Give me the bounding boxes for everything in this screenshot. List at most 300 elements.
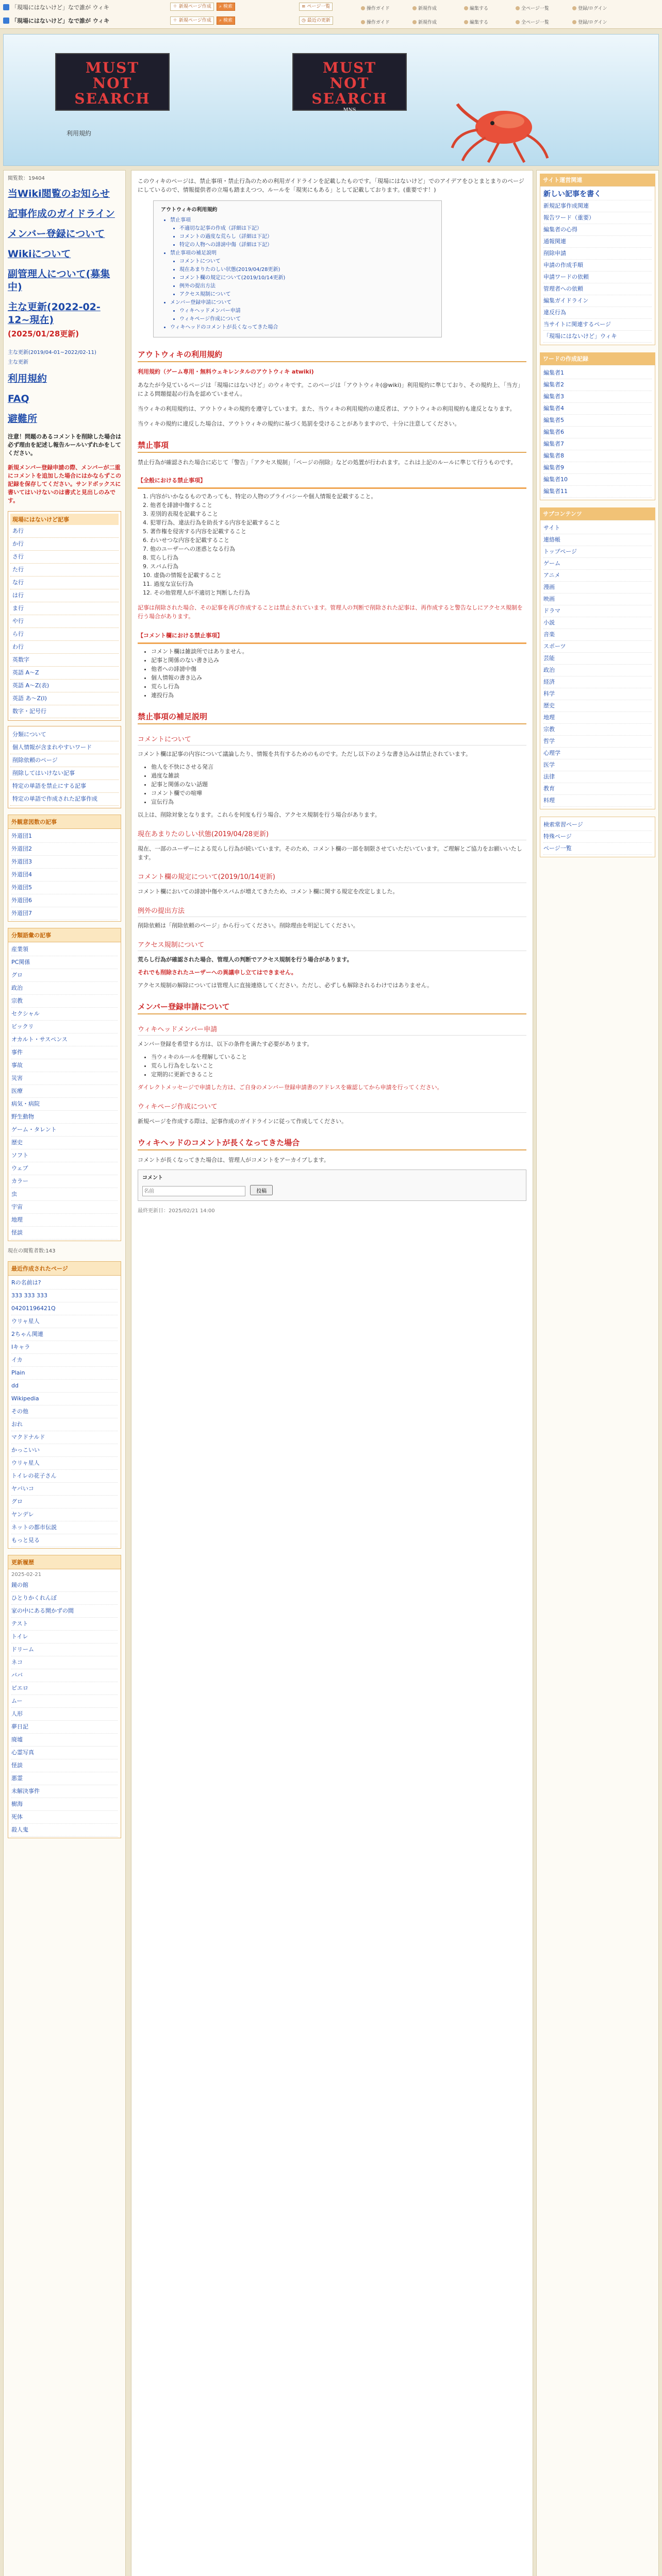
site-logo-left[interactable]: MUST NOT SEARCH xyxy=(55,53,170,111)
alpha-item[interactable]: ま行 xyxy=(10,602,119,615)
prohibited-item: 5. 著作権を侵害する内容を記載すること xyxy=(143,528,246,535)
right-link[interactable]: 編集者6 xyxy=(543,427,652,438)
updated-head: 更新履歴 xyxy=(8,1555,121,1569)
comments-rule: • 記事と関係のない話題 xyxy=(151,780,526,789)
recent-item[interactable]: グロ xyxy=(11,1496,118,1509)
right-link[interactable]: 芸能 xyxy=(543,653,652,665)
alpha-item[interactable]: 英語 A～Z(表) xyxy=(10,680,119,692)
alpha-item[interactable]: 英語 A～Z xyxy=(10,667,119,680)
cat-item[interactable]: ビックリ xyxy=(11,1021,118,1033)
intro-text: このウィキのページは、禁止事項・禁止行為のための利用ガイドラインを記載したものです。「現場にはないけど」でのアイデアをひとまとまりのページにしているので、情報提供者の立場も踏まえつつ、ルールを「現実にもある」として記載しております。(重要です！) xyxy=(138,178,524,193)
recent-item[interactable]: トイレの花子さん xyxy=(11,1470,118,1483)
prohibited-item: 10. 虚偽の情報を記載すること xyxy=(143,572,222,579)
right-link[interactable]: 編集者の心得 xyxy=(543,224,652,236)
comments-rule: • コメント欄での喧嘩 xyxy=(151,789,526,798)
nav-updates-small[interactable]: 主な更新 xyxy=(8,360,28,365)
ext-item[interactable]: 外道団3 xyxy=(11,856,118,869)
crab-illustration xyxy=(447,101,550,163)
access-red: それでも削除されたユーザーへの異議申し立てはできません。 xyxy=(138,969,297,976)
terms-para-2: 当ウィキの利用規約は、アウトウィキの規約を遵守しています。また、当ウィキの利用規約の違反者は、アウトウィキの利用規約も違反となります。 xyxy=(138,405,516,412)
comments-para: コメント欄は記事の内容について議論したり、情報を共有するためのものです。ただし以下のような書き込みは禁止されています。 xyxy=(138,751,472,757)
main-content xyxy=(131,170,533,2576)
cat-item[interactable]: 歴史 xyxy=(11,1137,118,1149)
tag-item[interactable]: 分類について xyxy=(10,728,119,741)
comment-form xyxy=(138,1170,526,1201)
toc-item[interactable]: • コメントの過度な荒らし（詳細は下記） xyxy=(179,233,434,241)
right-link[interactable]: 編集者4 xyxy=(543,403,652,415)
right-link[interactable]: 地理 xyxy=(543,712,652,724)
right-link[interactable]: アニメ xyxy=(543,570,652,582)
cat-item[interactable]: 病気・病院 xyxy=(11,1098,118,1111)
edit-icon xyxy=(464,20,468,24)
right-link[interactable]: 編集者10 xyxy=(543,474,652,486)
toc-item[interactable]: • ウィキヘッドメンバー申請 xyxy=(179,307,434,315)
comments-list xyxy=(138,762,526,806)
cat-item[interactable]: ウェブ xyxy=(11,1162,118,1175)
right-link[interactable]: 教育 xyxy=(543,783,652,795)
cat-item[interactable]: セクシャル xyxy=(11,1008,118,1021)
updated-item[interactable]: トイレ xyxy=(11,1631,118,1643)
prohibited-item: 7. 他のユーザーへの迷惑となる行為 xyxy=(143,546,235,552)
recent-item[interactable]: かっこいい xyxy=(11,1444,118,1457)
right-link[interactable]: 新規記事作成関連 xyxy=(543,200,652,212)
pages-icon xyxy=(516,6,520,10)
updated-item[interactable]: 人形 xyxy=(11,1708,118,1721)
cat-item[interactable]: 災害 xyxy=(11,1072,118,1085)
left-sidebar xyxy=(3,170,126,2576)
alpha-item[interactable]: か行 xyxy=(10,538,119,551)
guide-icon xyxy=(361,20,365,24)
right-link[interactable]: 削除申請 xyxy=(543,248,652,260)
right-link[interactable]: 医学 xyxy=(543,759,652,771)
right-link[interactable]: 新しい記事を書く xyxy=(543,189,652,200)
deletion-warning: 記事は削除された場合、その記事を再び作成することは禁止されています。管理人の判断で削除された記事は、再作成すると警告なしにアクセス規制を行う場合があります。 xyxy=(138,604,523,620)
nav-guideline[interactable]: 記事作成のガイドライン xyxy=(8,208,115,219)
alpha-item[interactable]: た行 xyxy=(10,564,119,577)
major-updates-date: (2025/01/28更新) xyxy=(8,329,79,338)
alpha-item[interactable]: は行 xyxy=(10,589,119,602)
cat-head: 分類語彙の記事 xyxy=(8,928,121,942)
nav-member[interactable]: メンバー登録について xyxy=(8,228,105,240)
exception-para: 削除依頼は「削除依頼のページ」から行ってください。削除理由を明記してください。 xyxy=(138,922,359,929)
recent-item[interactable]: Iキャラ xyxy=(11,1341,118,1354)
toplink-edit[interactable]: 編集する xyxy=(464,5,488,11)
right-link[interactable]: スポーツ xyxy=(543,641,652,653)
new-icon xyxy=(412,20,417,24)
site-title-link[interactable]: 「現場にはないけど」なで誰が ウィキ xyxy=(3,3,109,11)
prohibited-item: 11. 過度な宣伝行為 xyxy=(143,581,193,587)
toc-item[interactable]: • ウィキページ作成について xyxy=(179,315,434,324)
recent-box xyxy=(8,1276,121,1549)
prohibited-item: 12. その他管理人が不適切と判断した行為 xyxy=(143,589,250,596)
right-link[interactable]: トップページ xyxy=(543,546,652,558)
updated-item[interactable]: 家の中にある開かずの間 xyxy=(11,1605,118,1618)
ext-box xyxy=(8,829,121,922)
toplink-all-pages-2[interactable]: 全ページ一覧 xyxy=(516,19,549,25)
cat-item[interactable]: 事故 xyxy=(11,1059,118,1072)
general-prohibited-head: 【全般における禁止事項】 xyxy=(138,477,206,484)
right-link[interactable]: 「現場にはないけど」ウィキ xyxy=(543,331,652,343)
tag-item[interactable]: 特定の単語を禁止にする記事 xyxy=(10,780,119,793)
comment-submit-button[interactable]: 投稿 xyxy=(250,1185,273,1195)
updated-item[interactable]: ひとりかくれんぼ xyxy=(11,1592,118,1605)
alpha-index-head: 現場にはないけど記事 xyxy=(10,514,119,525)
recent-button[interactable]: ◷ 最近の更新 xyxy=(299,16,333,25)
section-prohibited-title: 禁止事項 xyxy=(138,439,526,453)
comment-rule: • 他者への誹謗中傷 xyxy=(151,665,526,673)
ext-item[interactable]: 外道団7 xyxy=(11,907,118,920)
updated-date: 2025-02-21 xyxy=(11,1572,42,1578)
right-link[interactable]: 歴史 xyxy=(543,700,652,712)
new-page-button[interactable]: ＋ 新規ページ作成 xyxy=(170,3,214,11)
right-link[interactable]: ゲーム xyxy=(543,558,652,570)
right-link[interactable]: 心理学 xyxy=(543,748,652,759)
cat-item[interactable]: 虫 xyxy=(11,1188,118,1201)
right-link[interactable]: 通報関連 xyxy=(543,236,652,248)
exception-subtitle: 例外の提出方法 xyxy=(138,905,526,917)
ext-head: 外観意図数の記事 xyxy=(8,815,121,829)
toplink-new[interactable]: 新規作成 xyxy=(412,5,437,11)
last-updated: 最終更新日：2025/02/21 14:00 xyxy=(138,1208,215,1214)
alpha-item[interactable]: 英数字 xyxy=(10,654,119,667)
right-link[interactable]: 編集ガイドライン xyxy=(543,295,652,307)
member-rule: • 定期的に更新できること xyxy=(151,1070,526,1079)
alpha-item[interactable]: 数字・記号行 xyxy=(10,705,119,718)
nav-old-updates[interactable]: 主な更新(2019/04-01~2022/02-11) xyxy=(8,350,96,355)
plus-icon: ＋ xyxy=(173,18,178,23)
tag-item[interactable]: 削除してはいけない記事 xyxy=(10,767,119,780)
site-header xyxy=(3,34,659,166)
right-link[interactable]: 音楽 xyxy=(543,629,652,641)
access-bold: 荒らし行為が確認された場合、管理人の判断でアクセス規制を行う場合があります。 xyxy=(138,956,353,963)
updated-item[interactable]: 死体 xyxy=(11,1811,118,1824)
edit-icon xyxy=(464,6,468,10)
toc-item[interactable]: • 現在あまりたのしい状態(2019/04/28更新) xyxy=(179,266,434,274)
alpha-item[interactable]: 英語 あ～Z(I) xyxy=(10,692,119,705)
tag-item[interactable]: 削除依頼のページ xyxy=(10,754,119,767)
search-button-2[interactable]: ⌕ 検索 xyxy=(217,16,235,25)
right-link[interactable]: 編集者3 xyxy=(543,391,652,403)
access-subtitle: アクセス規制について xyxy=(138,939,526,951)
right-link[interactable]: 編集者2 xyxy=(543,379,652,391)
page-list-button[interactable]: ≡ ページ一覧 xyxy=(299,3,333,11)
guide-icon xyxy=(361,6,365,10)
table-of-contents xyxy=(153,200,442,337)
comments-rule: • 他人を不快にさせる発言 xyxy=(151,762,526,771)
site-logo-right[interactable]: MUST NOT SEARCH MNS xyxy=(292,53,407,111)
toc-item[interactable]: • ウィキヘッドのコメントが長くなってきた場合 xyxy=(170,324,434,332)
updated-item[interactable]: ムー xyxy=(11,1695,118,1708)
right-link[interactable]: 法律 xyxy=(543,771,652,783)
nav-major-updates[interactable]: 主な更新(2022-02-12~現在) xyxy=(8,301,101,326)
divider xyxy=(138,487,526,489)
comment-rule: • 個人情報の書き込み xyxy=(151,673,526,682)
site-label: 利用規約 xyxy=(67,130,92,137)
right-link[interactable]: 哲学 xyxy=(543,736,652,748)
right-link[interactable]: 科学 xyxy=(543,688,652,700)
section-member-title: メンバー登録申請について xyxy=(138,1001,526,1014)
right-link[interactable]: 報告ワード（重要） xyxy=(543,212,652,224)
section-long-comments-title: ウィキヘッドのコメントが長くなってきた場合 xyxy=(138,1137,526,1150)
alpha-item[interactable]: ら行 xyxy=(10,628,119,641)
toplink-login-2[interactable]: 登録/ログイン xyxy=(572,19,607,25)
recent-item[interactable]: Rの名前は? xyxy=(11,1277,118,1290)
terms-subtitle: 利用規約（ゲーム専用・無料ウェキレンタルのアウトウィキ atwiki) xyxy=(138,368,314,375)
terms-para-3: 当ウィキの規約に違反した場合は、アウトウィキの規約に基づく処罰を受けることがありますので、十分に注意してください。 xyxy=(138,420,460,427)
pages-icon xyxy=(516,20,520,24)
comment-prohibited-list xyxy=(138,647,526,700)
right-link[interactable]: 映画 xyxy=(543,594,652,605)
right-link[interactable]: 申請ワードの依頼 xyxy=(543,272,652,283)
terms-para-1: あなたが今見ているページは「現場にはないけど」のウィキです。このページは「アウトウィキ(@wiki)」利用規約に準じており、その規約上、「当方」による問題提起の行為を認めていません。 xyxy=(138,382,523,397)
list-icon: ≡ xyxy=(302,4,306,9)
comment-rules-subtitle: コメント欄の規定について(2019/10/14更新) xyxy=(138,871,526,883)
right-link[interactable]: 違反行為 xyxy=(543,307,652,319)
section-terms-title: アウトウィキの利用規約 xyxy=(138,349,526,362)
page-creation-subtitle: ウィキページ作成について xyxy=(138,1101,526,1113)
status-subtitle: 現在あまりたのしい状態(2019/04/28更新) xyxy=(138,828,526,840)
view-count: 閲覧数：19404 xyxy=(8,176,45,181)
site-title-link-2[interactable]: 「現場にはないけど」なで誰が ウィキ xyxy=(3,16,109,25)
recent-head: 最近作成されたページ xyxy=(8,1261,121,1276)
right-link[interactable]: 小説 xyxy=(543,617,652,629)
toplink-login[interactable]: 登録/ログイン xyxy=(572,5,607,11)
updated-item[interactable]: 殺人鬼 xyxy=(11,1824,118,1837)
ext-item[interactable]: 外道団1 xyxy=(11,830,118,843)
toplink-guide-2[interactable]: 操作ガイド xyxy=(361,19,390,25)
toc-item[interactable]: • コメントについて xyxy=(179,258,434,266)
right-link[interactable]: ドラマ xyxy=(543,605,652,617)
page-creation-para: 新規ページを作成する際は、記事作成のガイドラインに従って作成してください。 xyxy=(138,1118,347,1125)
right-link[interactable]: 当サイトに関連するページ xyxy=(543,319,652,331)
views-today: 現在の閲覧者数:143 xyxy=(8,1248,56,1254)
right-box2-head: ワードの作成記録 xyxy=(540,352,655,365)
right-link[interactable]: 料理 xyxy=(543,795,652,807)
toc-item[interactable]: • メンバー登録申請について • ウィキヘッドメンバー申請 • ウィキページ作成について xyxy=(170,299,434,324)
prohibited-item: 3. 差別的表現を記載すること xyxy=(143,511,218,517)
ext-item[interactable]: 外道団2 xyxy=(11,843,118,856)
updated-item[interactable]: ネコ xyxy=(11,1656,118,1669)
member-rule: • 荒らし行為をしないこと xyxy=(151,1061,526,1070)
nav-terms[interactable]: 利用規約 xyxy=(8,373,47,384)
tag-item[interactable]: 特定の単語で作成された記事作成 xyxy=(10,793,119,806)
toc-item[interactable]: • アクセス規制について xyxy=(179,291,434,299)
right-link[interactable]: 編集者11 xyxy=(543,486,652,498)
updated-item[interactable]: テスト xyxy=(11,1618,118,1631)
toc-item[interactable]: • 特定の人物への誹謗中傷（詳細は下記） xyxy=(179,241,434,249)
cat-item[interactable]: 宇宙 xyxy=(11,1201,118,1214)
right-link[interactable]: 政治 xyxy=(543,665,652,676)
nav-notice[interactable]: 当Wiki閲覧のお知らせ xyxy=(8,188,110,199)
updated-item[interactable]: 廃墟 xyxy=(11,1734,118,1747)
toc-head: アウトウィキの利用規約 xyxy=(161,207,218,213)
section-supplement-title: 禁止事項の補足説明 xyxy=(138,711,526,724)
divider xyxy=(138,642,526,644)
cat-item[interactable]: 怪談 xyxy=(11,1227,118,1240)
right-link[interactable]: サイト xyxy=(543,522,652,534)
updated-item[interactable]: ババ xyxy=(11,1669,118,1682)
new-page-button-2[interactable]: ＋ 新規ページ作成 xyxy=(170,16,214,25)
right-link[interactable]: 編集者8 xyxy=(543,450,652,462)
prohibited-para: 禁止行為が確認された場合に応じて「警告」「アクセス規制」「ページの削除」などの処置が行われます。これは上記のルールに準じて行うものです。 xyxy=(138,459,517,466)
recent-item[interactable]: ウリャ星人 xyxy=(11,1315,118,1328)
comment-rule: • 記事と関係のない書き込み xyxy=(151,656,526,665)
toc-item[interactable]: • 例外の提出方法 xyxy=(179,282,434,291)
status-para: 現在、一部のユーザーによる荒らし行為が続いています。そのため、コメント欄の一部を制限させていただいています。ご理解とご協力をお願いいたします。 xyxy=(138,845,522,861)
recent-item[interactable]: dd xyxy=(11,1380,118,1393)
comments-subtitle: コメントについて xyxy=(138,734,526,745)
alpha-index-box xyxy=(8,511,121,721)
right-box3-head: サブコンテンツ xyxy=(540,507,655,520)
recent-item[interactable]: ヤバいコ xyxy=(11,1483,118,1496)
recent-item[interactable]: ヤンデレ xyxy=(11,1509,118,1521)
nav-about-wiki[interactable]: Wikiについて xyxy=(8,248,71,260)
member-para: メンバー登録を希望する方は、以下の条件を満たす必要があります。 xyxy=(138,1041,313,1047)
recent-item[interactable]: イカ xyxy=(11,1354,118,1367)
cat-item[interactable]: 野生動物 xyxy=(11,1111,118,1124)
updated-item[interactable]: ピエロ xyxy=(11,1682,118,1695)
top-toolbar xyxy=(0,0,662,29)
alpha-item[interactable]: あ行 xyxy=(10,525,119,538)
cat-item[interactable]: グロ xyxy=(11,969,118,982)
search-button[interactable]: ⌕ 検索 xyxy=(217,3,235,11)
updated-item[interactable]: 未解決事件 xyxy=(11,1785,118,1798)
toc-item[interactable]: • 不適切な記事の作成（詳細は下記） xyxy=(179,225,434,233)
comments-para-2: 以上は、削除対象となります。これらを何度も行う場合、アクセス規制を行う場合があります。 xyxy=(138,811,380,818)
cat-item[interactable]: 産業領 xyxy=(11,943,118,956)
updated-item[interactable]: 悪霊 xyxy=(11,1772,118,1785)
comment-name-input[interactable] xyxy=(142,1186,245,1196)
right-box3 xyxy=(540,520,655,809)
cat-item[interactable]: 医療 xyxy=(11,1085,118,1098)
comment-form-title: コメント xyxy=(142,1175,163,1181)
recent-item[interactable]: ネットの都市伝説 xyxy=(11,1521,118,1534)
search-icon: ⌕ xyxy=(219,18,222,23)
cat-item[interactable]: ゲーム・タレント xyxy=(11,1124,118,1137)
ext-item[interactable]: 外道団6 xyxy=(11,894,118,907)
recent-item[interactable]: 333 333 333 xyxy=(11,1290,118,1302)
recent-item[interactable]: マクドナルド xyxy=(11,1431,118,1444)
toc-item[interactable]: • 禁止事項 • 不適切な記事の作成（詳細は下記） • コメントの過度な荒らし（詳細は下記） • 特定の人物への誹謗中傷（詳細は下記） xyxy=(170,216,434,249)
prohibited-item: 8. 荒らし行為 xyxy=(143,554,178,561)
tag-item[interactable]: 個人情報が含まれやすいワード xyxy=(10,741,119,754)
alpha-item[interactable]: な行 xyxy=(10,577,119,589)
right-link[interactable]: ページ一覧 xyxy=(543,843,652,855)
general-prohibited-list xyxy=(138,492,526,597)
alpha-item[interactable]: さ行 xyxy=(10,551,119,564)
updated-box xyxy=(8,1569,121,1838)
cat-item[interactable]: 宗教 xyxy=(11,995,118,1008)
toc-item[interactable]: • コメント欄の規定について(2019/10/14更新) xyxy=(179,274,434,282)
prohibited-item: 4. 犯罪行為、違法行為を助長する内容を記載すること xyxy=(143,519,280,526)
recent-item[interactable]: その他 xyxy=(11,1405,118,1418)
recent-item[interactable]: ウリャ星人 xyxy=(11,1457,118,1470)
updated-item[interactable]: 怪談 xyxy=(11,1759,118,1772)
right-link[interactable]: 編集者5 xyxy=(543,415,652,427)
wiki-icon xyxy=(3,18,9,24)
nav-faq[interactable]: FAQ xyxy=(8,393,29,404)
recent-item[interactable]: Wikipedia xyxy=(11,1393,118,1405)
right-link[interactable]: 編集者7 xyxy=(543,438,652,450)
user-icon xyxy=(572,20,576,24)
notice-member: 新規メンバー登録申請の際、メンバーが二重にコメントを追加した場合にはかならずこの記録を保存してください。サンドボックスに書いてはいけないのは書式と見出しのみです。 xyxy=(8,464,121,504)
updated-item[interactable]: 心霊写真 xyxy=(11,1747,118,1759)
recent-item[interactable]: Plain xyxy=(11,1367,118,1380)
right-link[interactable]: 宗教 xyxy=(543,724,652,736)
access-para: アクセス規制の解除については管理人に直接連絡してください。ただし、必ずしも解除されるわけではありません。 xyxy=(138,982,433,989)
cat-item[interactable]: カラー xyxy=(11,1175,118,1188)
member-list xyxy=(138,1053,526,1079)
cat-item[interactable]: ソフト xyxy=(11,1149,118,1162)
new-icon xyxy=(412,6,417,10)
right-sidebar xyxy=(536,170,659,2576)
toplink-all-pages[interactable]: 全ページ一覧 xyxy=(516,5,549,11)
recent-item[interactable]: 04201196421Q xyxy=(11,1302,118,1315)
prohibited-item: 1. 内容がいかなるものであっても、特定の人物のプライバシーや個人情報を記載すること。 xyxy=(143,493,377,500)
prohibited-item: 9. スパム行為 xyxy=(143,563,178,570)
toc-item[interactable]: • 禁止事項の補足説明 • コメントについて • 現在あまりたのしい状態(2019/04/28更新) • コメント欄の規定について(2019/10/14更新) • 例外の提出方法 • アクセス規制について xyxy=(170,249,434,299)
recent-item[interactable]: 2ちゃん関連 xyxy=(11,1328,118,1341)
right-link[interactable]: 連絡帳 xyxy=(543,534,652,546)
toplink-new-2[interactable]: 新規作成 xyxy=(412,19,437,25)
updated-item[interactable]: 鏡の館 xyxy=(11,1579,118,1592)
clock-icon: ◷ xyxy=(302,18,306,23)
wiki-icon xyxy=(3,4,9,10)
right-box4 xyxy=(540,817,655,857)
right-link[interactable]: 申請の作成手順 xyxy=(543,260,652,272)
recent-more-link[interactable]: もっと見る xyxy=(11,1534,118,1547)
comments-rule: • 宣伝行為 xyxy=(151,798,526,806)
updated-item[interactable]: 樹海 xyxy=(11,1798,118,1811)
alpha-item[interactable]: や行 xyxy=(10,615,119,628)
updated-item[interactable]: ドリーム xyxy=(11,1643,118,1656)
prohibited-item: 6. わいせつな内容を記載すること xyxy=(143,537,229,544)
tags-box xyxy=(8,726,121,808)
search-icon: ⌕ xyxy=(219,4,222,9)
alpha-item[interactable]: わ行 xyxy=(10,641,119,654)
member-rule: • 当ウィキのルールを理解していること xyxy=(151,1053,526,1061)
toplink-edit-2[interactable]: 編集する xyxy=(464,19,488,25)
notice-delete: 注意！問題のあるコメントを削除した場合は必ず理由を記述し報告ルールいずれかをしてください。 xyxy=(8,433,121,456)
comment-rules-para: コメント欄においての誹謗中傷やスパムが増えてきたため、コメント欄に関する規定を改定しました。 xyxy=(138,888,399,895)
cat-item[interactable]: PC関係 xyxy=(11,956,118,969)
right-link[interactable]: 検索常習ページ xyxy=(543,819,652,831)
cat-item[interactable]: 地理 xyxy=(11,1214,118,1227)
right-link[interactable]: 編集者9 xyxy=(543,462,652,474)
cat-item[interactable]: オカルト・サスペンス xyxy=(11,1033,118,1046)
cat-item[interactable]: 政治 xyxy=(11,982,118,995)
plus-icon: ＋ xyxy=(173,4,178,9)
cat-box xyxy=(8,942,121,1241)
right-link[interactable]: 漫画 xyxy=(543,582,652,594)
ext-item[interactable]: 外道団5 xyxy=(11,882,118,894)
nav-shelter[interactable]: 避難所 xyxy=(8,413,38,425)
right-link[interactable]: 管理者への依頼 xyxy=(543,283,652,295)
cat-item[interactable]: 事件 xyxy=(11,1046,118,1059)
right-box1 xyxy=(540,186,655,345)
toplink-guide[interactable]: 操作ガイド xyxy=(361,5,390,11)
nav-sub-admin[interactable]: 副管理人について(募集中) xyxy=(8,268,110,293)
comments-rule: • 過度な雑談 xyxy=(151,771,526,780)
comment-rule: • コメント欄は雑談所ではありません。 xyxy=(151,647,526,656)
right-link[interactable]: 特殊ページ xyxy=(543,831,652,843)
ext-item[interactable]: 外道団4 xyxy=(11,869,118,882)
updated-item[interactable]: 夢日記 xyxy=(11,1721,118,1734)
right-link[interactable]: 経済 xyxy=(543,676,652,688)
right-link[interactable]: 編集者1 xyxy=(543,367,652,379)
prohibited-item: 2. 他者を誹謗中傷すること xyxy=(143,502,212,509)
recent-item[interactable]: おれ xyxy=(11,1418,118,1431)
